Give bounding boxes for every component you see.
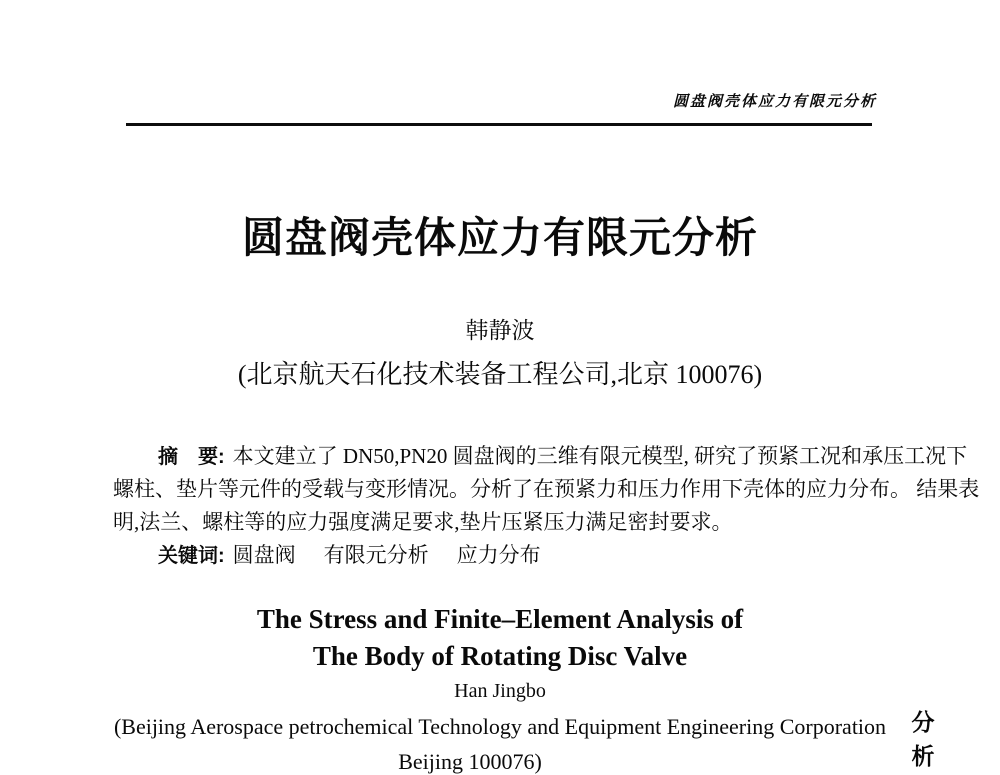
keywords-label: 关键词:	[158, 545, 225, 567]
abstract-text-line-2: 螺柱、垫片等元件的受载与变形情况。分析了在预紧力和压力作用下壳体的应力分布。 结果表	[113, 477, 980, 501]
keywords-line	[113, 539, 879, 572]
keyword-term: 有限元分析	[323, 543, 429, 567]
author-zh: 韩静波	[465, 318, 535, 343]
side-label-char-1: 分	[911, 709, 935, 735]
article-title-en-line-2: The Body of Rotating Disc Valve	[312, 641, 688, 671]
abstract-line-1	[113, 440, 968, 473]
side-label-char-2: 析	[911, 743, 935, 769]
author-en: Han Jingbo	[454, 680, 546, 702]
keyword-term: 圆盘阀	[232, 543, 296, 567]
article-title-en-line-1: The Stress and Finite–Element Analysis of	[256, 604, 744, 634]
abstract-block	[113, 440, 980, 572]
abstract-label: 摘 要:	[158, 446, 225, 468]
running-head: 圆盘阀壳体应力有限元分析	[672, 94, 877, 110]
affiliation-en-line-2: Beijing 100076)	[398, 749, 542, 774]
abstract-text-line-1: 本文建立了 DN50,PN20 圆盘阀的三维有限元模型, 研究了预紧工况和承压工况下	[232, 444, 968, 468]
affiliation-en-line-1: (Beijing Aerospace petrochemical Technology and Equipment Engineering Corporation	[113, 714, 887, 739]
header-rule	[126, 123, 872, 126]
abstract-text-line-3: 明,法兰、螺柱等的应力强度满足要求,垫片压紧压力满足密封要求。	[113, 510, 733, 534]
affiliation-zh: (北京航天石化技术装备工程公司,北京 100076)	[237, 360, 763, 389]
keyword-term: 应力分布	[456, 543, 541, 567]
section-side-label	[908, 705, 938, 773]
article-title-zh: 圆盘阀壳体应力有限元分析	[241, 216, 758, 262]
